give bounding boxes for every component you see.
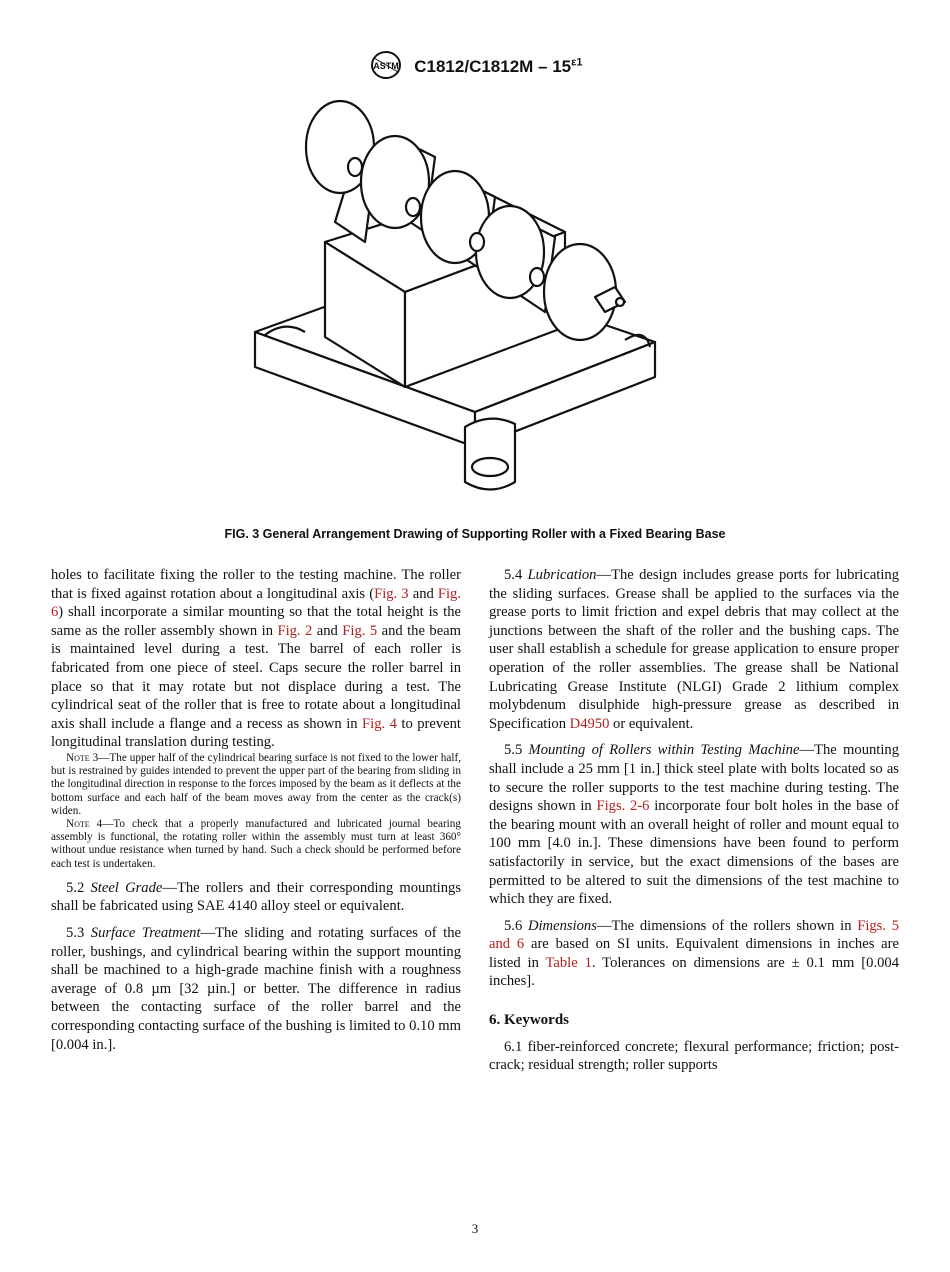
keywords-heading: 6. Keywords bbox=[489, 1012, 569, 1029]
figs-5-6-link[interactable]: Figs. 5 and 6 bbox=[489, 917, 899, 953]
section-5-5: 5.5 Mounting of Rollers within Testing Machine—The mounting shall include a 25 mm [1 in.] thick steel plate with bolts located so as to secure the roller supports to the test machine during testing. The designs shown in Figs. 2-6 incorporate four bolt holes in the base of the bearing mount with an overall height of roller and mount equal to 100 mm [4.0 in.]. These dimensions have been found to perform satisfactorily in service, but the exact dimensions of the bases are permitted to be altered to suit the dimensions of the test machine to which they are fixed. bbox=[489, 742, 899, 908]
paragraph-mounting: holes to facilitate fixing the roller to the testing machine. The roller that is fixed against rotation about a longitudinal axis (Fig. 3 and Fig. 6) shall incorporate a similar mounting so that the total height is the same as the roller assembly shown in Fig. 2 and Fig. 5 and the beam is maintained level during a test. The barrel of each roller is fabricated from one piece of steel. Caps secure the roller barrel in place so that it may rotate but not displace during a test. The cylindrical seat of the roller that is free to rotate about a longitudinal axis shall include a flange and a recess as shown in Fig. 4 to prevent longitudinal translation during testing. bbox=[51, 567, 462, 751]
table-1-link[interactable]: Table 1 bbox=[545, 954, 592, 971]
page-number: 3 bbox=[471, 1221, 479, 1236]
note-3: Note 3—The upper half of the cylindrical bearing surface is not fixed to the lower half, but is restrained by guides intended to prevent the upper part of the bearing from sliding in the longitudinal direction in response to the forces imposed by the beam as it deflects at the bottom surface and each half of the beam moves away from the center as the crack(s) widen. bbox=[51, 751, 461, 817]
fig-2-link[interactable]: Fig. 2 bbox=[277, 622, 313, 639]
fig-5-link[interactable]: Fig. 5 bbox=[342, 622, 378, 639]
section-5-2: 5.2 Steel Grade—The rollers and their corresponding mountings shall be fabricated using SAE 4140 alloy steel or equivalent. bbox=[51, 879, 461, 915]
fig-6-link[interactable]: Fig. 6 bbox=[51, 585, 462, 621]
svg-text:ASTM: ASTM bbox=[372, 61, 399, 71]
left-column bbox=[51, 566, 461, 1054]
note-4: Note 4—To check that a properly manufactured and lubricated journal bearing assembly is functional, the rotating roller within the assembly must turn at least 360° without undue resistance when turned by hand. Such a check should be performed before each test is undertaken. bbox=[51, 817, 461, 870]
section-5-3: 5.3 Surface Treatment—The sliding and rotating surfaces of the roller, bushings, and cylindrical bearing within the support mounting shall be machined to a high-grade machine finish with a roughness average of 0.8 µm [32 µin.] or better. The difference in radius between the contacting surface of the roller barrel and the corresponding contacting surface of the bushing is limited to 0.10 mm [0.004 in.]. bbox=[51, 924, 461, 1053]
figs-2-6-link[interactable]: Figs. 2-6 bbox=[596, 798, 650, 815]
section-5-6: 5.6 Dimensions—The dimensions of the rollers shown in Figs. 5 and 6 are based on SI units. Equivalent dimensions in inches are listed in Table 1. Tolerances on dimensions are ± 0.1 mm [0.004 inches]. bbox=[489, 917, 899, 990]
designation: C1812/C1812M – 15 bbox=[414, 56, 572, 76]
section-5-4: 5.4 Lubrication—The design includes grease ports for lubricating the sliding surfaces. Grease shall be applied to the surfaces via the grease ports to limit friction and expel debris that may collect at the junctions between the shaft of the roller and the bushing caps. The user shall establish a schedule for grease application to ensure proper operation of the roller assemblies. The grease shall be National Lubricating Grease Institute (NLGI) Grade 2 lithium complex molybdenum disulphide high-pressure grease as described in Specification D4950 or equivalent. bbox=[489, 567, 899, 732]
designation-superscript: ε1 bbox=[571, 56, 583, 69]
roller-drawing bbox=[245, 92, 705, 522]
d4950-link[interactable]: D4950 bbox=[569, 715, 610, 732]
page-header bbox=[0, 50, 950, 85]
keywords-paragraph: 6.1 fiber-reinforced concrete; flexural performance; friction; post-crack; residual strength; roller supports bbox=[489, 1038, 899, 1074]
fig-4-link[interactable]: Fig. 4 bbox=[362, 715, 397, 732]
right-column bbox=[489, 566, 899, 1075]
astm-logo-icon bbox=[368, 50, 404, 85]
figure-caption: FIG. 3 General Arrangement Drawing of Supporting Roller with a Fixed Bearing Base bbox=[224, 527, 726, 541]
fig-3-link[interactable]: Fig. 3 bbox=[374, 585, 409, 602]
